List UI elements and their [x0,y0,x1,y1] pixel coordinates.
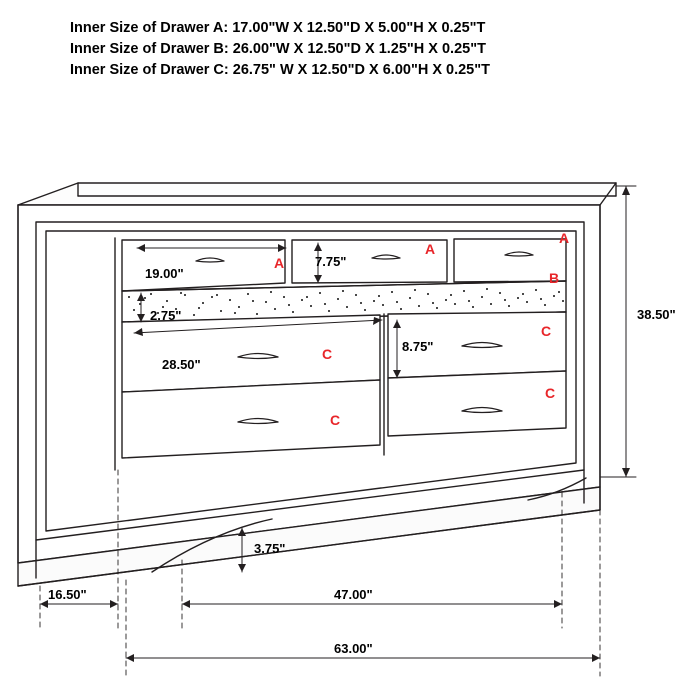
dim-drawer-c-height: 8.75" [402,339,434,354]
dim-base-height: 3.75" [254,541,286,556]
dim-drawer-a-width: 19.00" [145,266,184,281]
drawer-tag-c3: C [330,412,341,428]
spec-line-b: Inner Size of Drawer B: 26.00"W X 12.50"D X 1.25"H X 0.25"T [70,41,486,57]
dim-drawer-c-width: 28.50" [162,357,201,372]
dim-inner-width: 47.00" [334,587,373,602]
dim-overall-height: 38.50" [637,307,676,322]
drawer-tag-b: B [549,270,560,286]
dim-drawer-a-height: 7.75" [315,254,347,269]
drawer-tag-c2: C [541,323,552,339]
dim-drawer-b-height: 2.75" [150,308,182,323]
drawer-tag-c1: C [322,346,333,362]
spec-line-a: Inner Size of Drawer A: 17.00"W X 12.50"D X 5.00"H X 0.25"T [70,20,486,36]
drawer-tag-c4: C [545,385,556,401]
drawer-tag-a3: A [559,230,570,246]
spec-line-c: Inner Size of Drawer C: 26.75" W X 12.50"D X 6.00"H X 0.25"T [70,62,490,78]
drawer-tag-a2: A [425,241,436,257]
dim-overall-width: 63.00" [334,641,373,656]
drawer-tag-a1: A [274,255,285,271]
dim-depth: 16.50" [48,587,87,602]
